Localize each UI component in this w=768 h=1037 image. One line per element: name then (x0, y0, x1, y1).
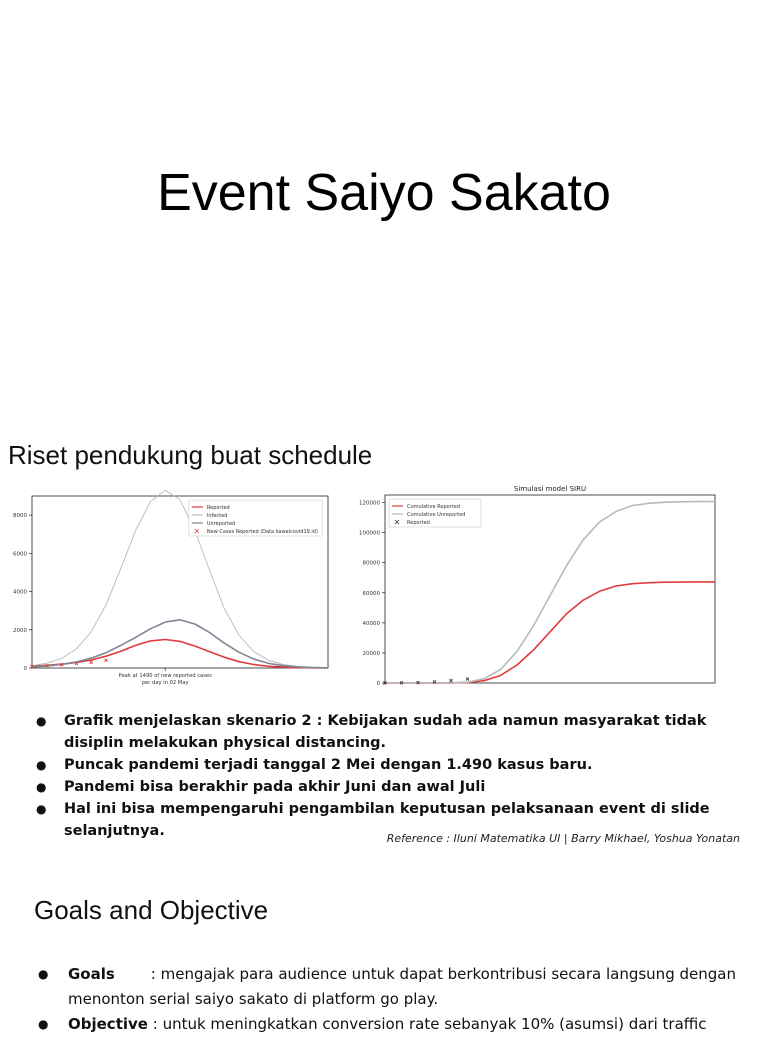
goals-term: Goals (68, 965, 115, 983)
y-tick-label: 60000 (362, 590, 380, 597)
objective-text: : untuk meningkatkan conversion rate sebanyak 10% (asumsi) dari traffic (152, 1015, 707, 1033)
legend-label: Cumulative Reported (407, 504, 460, 510)
y-tick-label: 2000 (13, 627, 27, 634)
goals-heading: Goals and Objective (34, 895, 269, 925)
legend-label: New Cases Reported (Data kawalcovid19.id) (206, 529, 318, 535)
y-tick-label: 80000 (362, 560, 380, 567)
siru-simulation-chart (355, 484, 718, 689)
section-subtitle: Riset pendukung buat schedule (8, 440, 373, 470)
page-title: Event Saiyo Sakato (157, 164, 611, 222)
legend-label: Infected (206, 513, 228, 519)
objective-item (38, 1012, 738, 1037)
research-bullet-list (36, 710, 726, 842)
y-tick-label: 40000 (362, 620, 380, 627)
y-tick-label: 8000 (13, 513, 27, 520)
y-tick-label: 4000 (13, 589, 27, 596)
y-tick-label: 6000 (13, 551, 27, 558)
chart1-svg (13, 494, 332, 689)
goals-text: : mengajak para audience untuk dapat berkontribusi secara langsung dengan menonton serial saiyo sakato di platform go play. (68, 965, 736, 1008)
bullet-item: ● Hal ini bisa mempengaruhi pengambilan keputusan pelaksanaan event di slide selanjutnya. (36, 798, 726, 842)
legend-label: Unreported (206, 521, 236, 527)
objective-term: Objective (68, 1015, 148, 1033)
peak-annotation-line: Peak at 1490 of new reported cases (118, 673, 212, 679)
legend-label: Cumulative Unreported (407, 512, 466, 518)
y-tick-label: 100000 (359, 530, 380, 537)
legend-label: Reported (206, 505, 230, 511)
y-tick-label: 0 (23, 666, 27, 672)
bullet-item: ● Pandemi bisa berakhir pada akhir Juni dan awal Juli (36, 776, 726, 798)
y-tick-label: 20000 (362, 650, 380, 657)
chart-title: Simulasi model SIRU (513, 485, 587, 493)
goals-list (38, 962, 738, 1037)
y-tick-label: 120000 (359, 500, 380, 507)
bullet-item: ● Grafik menjelaskan skenario 2 : Kebijakan sudah ada namun masyarakat tidak disiplin melakukan physical distancing. (36, 710, 726, 754)
reference-note: Reference : Iluni Matematika UI | Barry Mikhael, Yoshua Yonatan (386, 832, 740, 845)
y-tick-label: 0 (376, 681, 380, 687)
goals-item (38, 962, 738, 1012)
peak-annotation-line: per day in 02 May (141, 680, 189, 686)
pandemic-new-cases-chart (13, 494, 332, 689)
bullet-item: ● Puncak pandemi terjadi tanggal 2 Mei dengan 1.490 kasus baru. (36, 754, 726, 776)
legend-label: Reported (407, 520, 430, 526)
chart2-svg (355, 484, 718, 689)
